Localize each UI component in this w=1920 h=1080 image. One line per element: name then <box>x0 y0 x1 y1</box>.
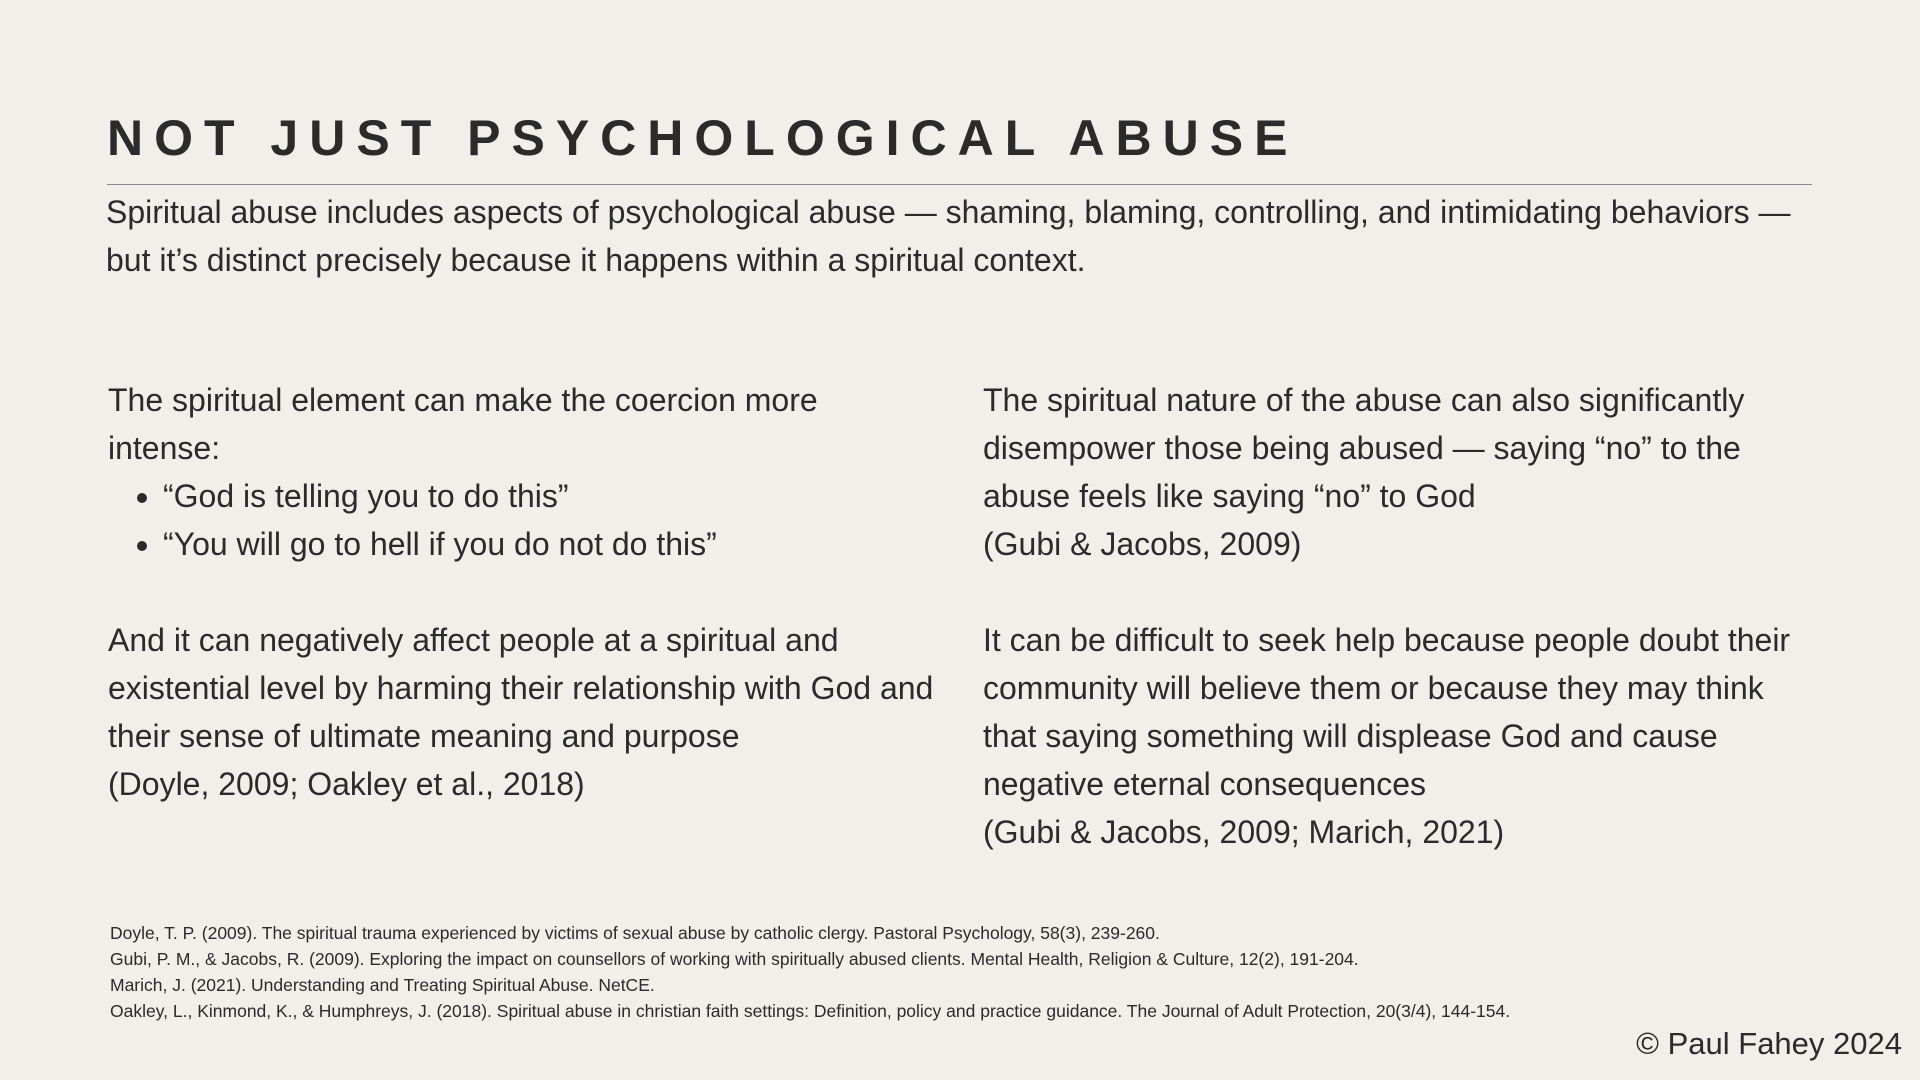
right-block-seek-help-text: It can be difficult to seek help because people doubt their community will believe them or because they may think that saying something will displease God and cause negative eternal consequences <box>983 622 1791 802</box>
left-block-existential-citation: (Doyle, 2009; Oakley et al., 2018) <box>108 766 585 802</box>
list-item: • “God is telling you to do this” <box>163 472 938 520</box>
left-column <box>108 376 938 856</box>
left-block-existential <box>108 616 938 808</box>
right-block-disempower-text: The spiritual nature of the abuse can also significantly disempower those being abused — saying “no” to the abuse feels like saying “no” to God <box>983 382 1745 514</box>
title-divider <box>107 184 1812 185</box>
left-block-coercion <box>108 376 938 568</box>
reference-item: Marich, J. (2021). Understanding and Treating Spiritual Abuse. NetCE. <box>110 975 655 995</box>
intro-paragraph: Spiritual abuse includes aspects of psychological abuse — shaming, blaming, controlling, and intimidating behaviors — but it’s distinct precisely because it happens within a spiritual context. <box>106 194 1791 278</box>
reference-item: Gubi, P. M., & Jacobs, R. (2009). Exploring the impact on counsellors of working with spiritually abused clients. Mental Health, Religion & Culture, 12(2), 191-204. <box>110 949 1359 969</box>
coercion-examples-list <box>108 472 938 568</box>
right-block-disempower <box>983 376 1813 568</box>
left-block-coercion-text: The spiritual element can make the coercion more intense: <box>108 382 818 466</box>
right-block-seek-help <box>983 616 1813 856</box>
list-item: • “You will go to hell if you do not do this” <box>163 520 938 568</box>
right-column <box>983 376 1813 904</box>
right-block-seek-help-citation: (Gubi & Jacobs, 2009; Marich, 2021) <box>983 814 1505 850</box>
copyright-notice: © Paul Fahey 2024 <box>1636 1026 1902 1061</box>
left-block-existential-text: And it can negatively affect people at a spiritual and existential level by harming their relationship with God and their sense of ultimate meaning and purpose <box>108 622 934 754</box>
reference-item: Doyle, T. P. (2009). The spiritual trauma experienced by victims of sexual abuse by catholic clergy. Pastoral Psychology, 58(3), 239-260. <box>110 923 1160 943</box>
references-list <box>110 920 1810 1024</box>
slide-title: NOT JUST PSYCHOLOGICAL ABUSE <box>107 110 1299 166</box>
reference-item: Oakley, L., Kinmond, K., & Humphreys, J. (2018). Spiritual abuse in christian faith settings: Definition, policy and practice guidance. The Journal of Adult Protection, 20(3/4), 144-154. <box>110 1001 1511 1021</box>
right-block-disempower-citation: (Gubi & Jacobs, 2009) <box>983 526 1302 562</box>
